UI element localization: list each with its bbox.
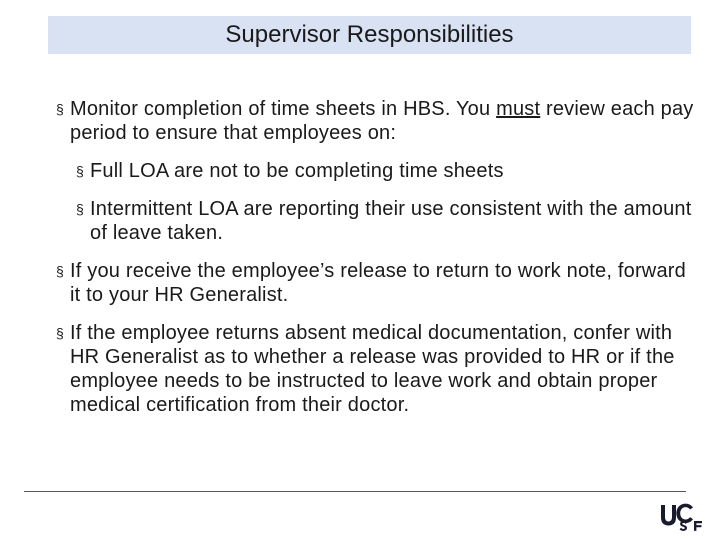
bullet-marker: § bbox=[56, 325, 64, 341]
bullet-marker: § bbox=[56, 101, 64, 117]
bullet-marker: § bbox=[76, 163, 84, 179]
sub-bullet-intermittent-loa bbox=[56, 197, 696, 245]
bullet-item-release-note bbox=[56, 259, 696, 307]
bullet-list bbox=[56, 97, 696, 417]
bullet-text bbox=[70, 98, 694, 144]
sub-bullet-full-loa bbox=[56, 159, 696, 183]
bullet-marker: § bbox=[56, 263, 64, 279]
ucsf-logo bbox=[660, 503, 704, 531]
bullet-item-medical-documentation bbox=[56, 321, 696, 417]
bullet-text-start: Monitor completion of time sheets in HBS. You bbox=[70, 98, 497, 120]
bullet-text: Full LOA are not to be completing time sheets bbox=[90, 160, 504, 182]
bullet-marker: § bbox=[76, 201, 84, 217]
bullet-emphasis-must: must bbox=[496, 98, 541, 120]
bullet-item-timesheets bbox=[56, 97, 696, 145]
bullet-text: Intermittent LOA are reporting their use consistent with the amount of leave taken. bbox=[90, 198, 692, 244]
slide-title: Supervisor Responsibilities bbox=[225, 21, 514, 48]
bullet-text: If you receive the employee’s release to return to work note, forward it to your HR Generalist. bbox=[70, 260, 686, 306]
bullet-text: If the employee returns absent medical documentation, confer with HR Generalist as to whether a release was provided to HR or if the employee needs to be instructed to leave work and obtain proper medical certification from their doctor. bbox=[70, 322, 675, 416]
bullet-text-end: review each pay period to ensure that employees on: bbox=[70, 98, 694, 144]
footer-divider bbox=[24, 491, 686, 492]
title-bar bbox=[48, 16, 691, 54]
